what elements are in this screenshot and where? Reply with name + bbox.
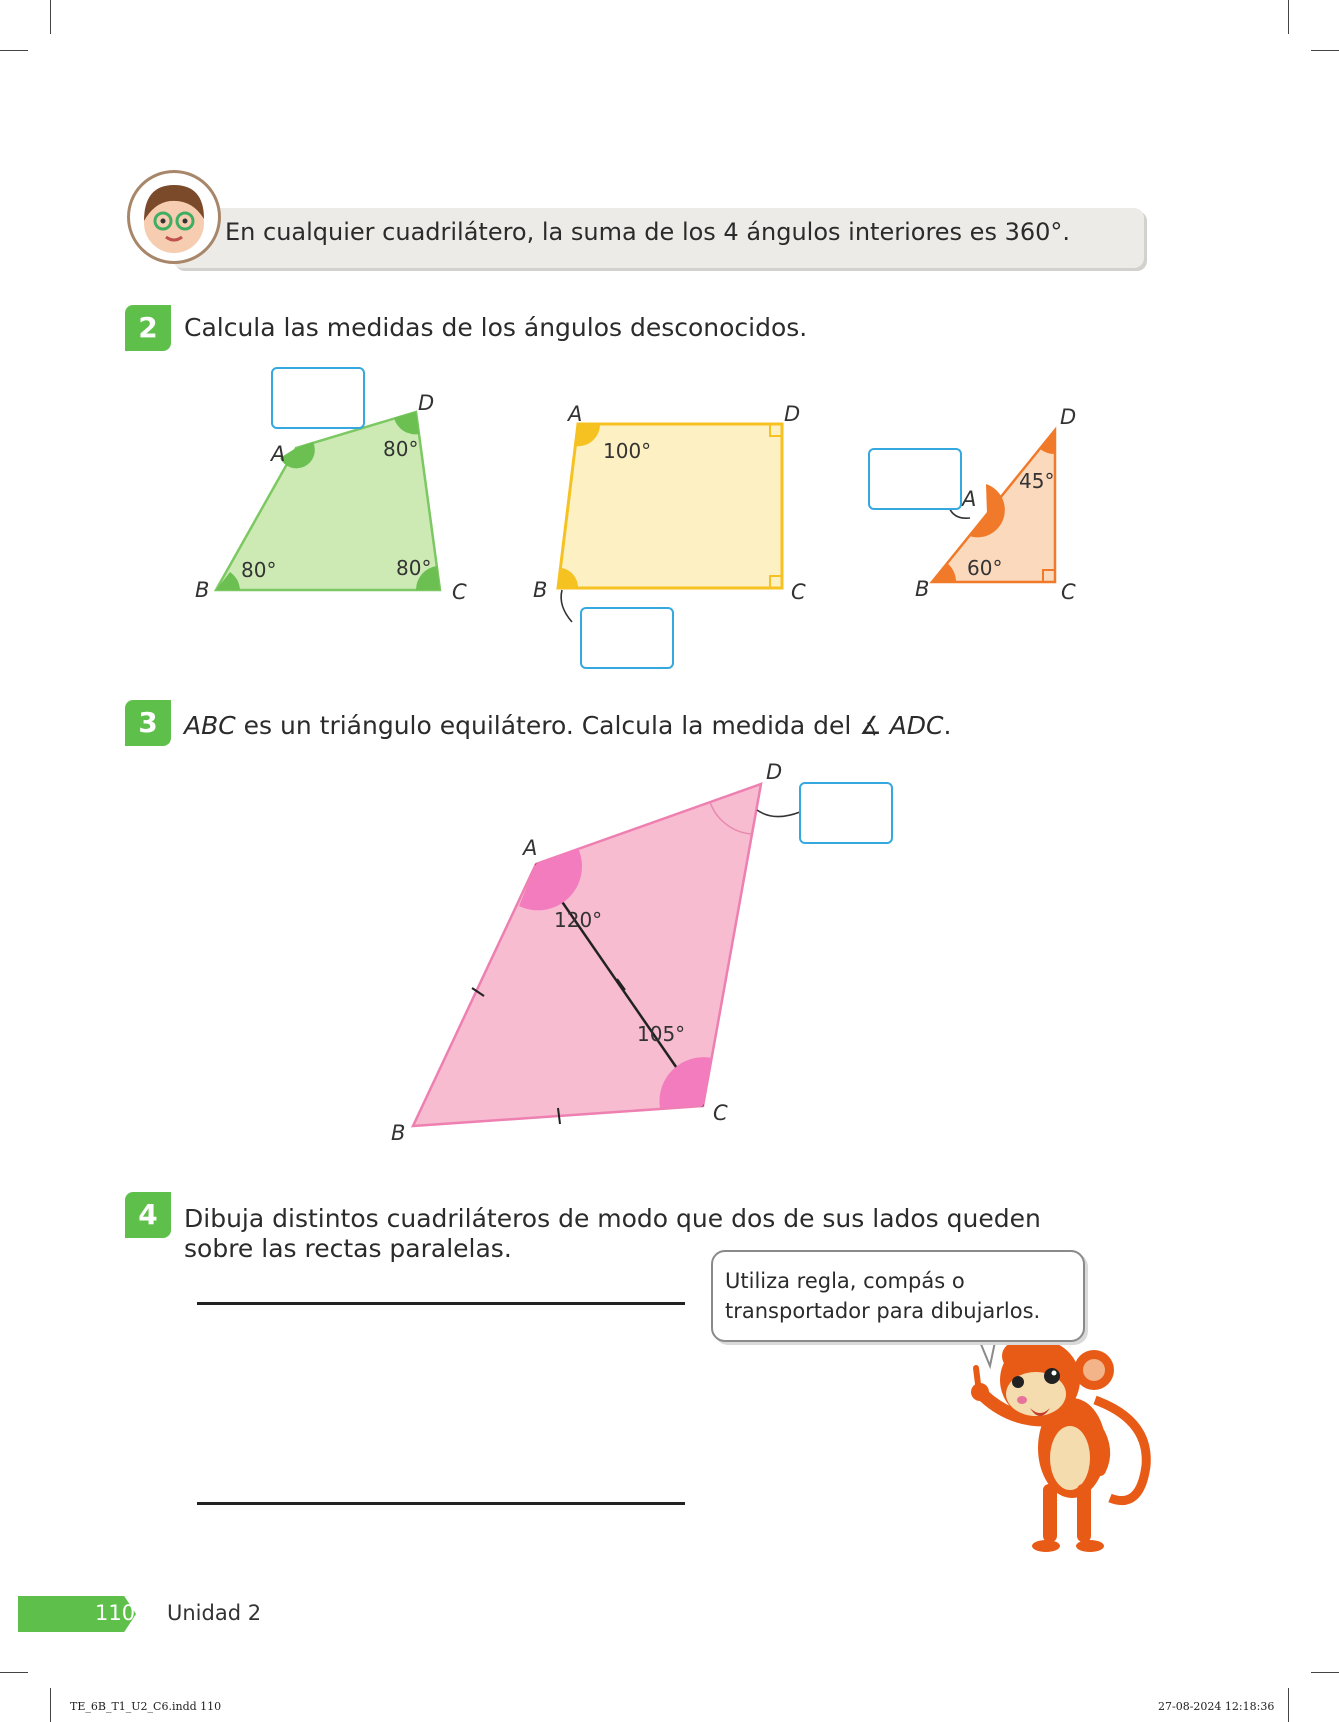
fig-q3-angle-a: 120° (554, 908, 603, 932)
question-number-4: 4 (125, 1192, 171, 1238)
question-4-line2: sobre las rectas paralelas. (184, 1234, 512, 1263)
question-number-2: 2 (125, 305, 171, 351)
fig-q3-label-b: B (391, 1121, 406, 1145)
fig2-label-b: B (533, 578, 548, 602)
answer-box-fig3-a[interactable] (868, 448, 962, 510)
fig3-label-a: A (962, 487, 977, 511)
fig-q3-label-d: D (766, 760, 783, 784)
page-number: 110 (95, 1601, 136, 1625)
fig3-label-d: D (1060, 405, 1077, 429)
fig3-angle-d: 45° (1019, 469, 1055, 493)
answer-box-fig1-a[interactable] (271, 367, 365, 429)
angle-arc-d3 (1040, 430, 1055, 454)
parallel-line-top (197, 1302, 685, 1305)
fig2-label-d: D (784, 402, 801, 426)
fig2-label-c: C (791, 580, 806, 604)
question-4-line1: Dibuja distintos cuadriláteros de modo que dos de sus lados queden (184, 1204, 1041, 1233)
fig3-label-c: C (1061, 580, 1076, 604)
fig1-label-b: B (195, 578, 210, 602)
q3-main: es un triángulo equilátero. Calcula la medida del (235, 711, 860, 740)
yellow-trapezoid (558, 424, 782, 588)
answer-box-fig2-b[interactable] (580, 607, 674, 669)
fig2-angle-a: 100° (603, 439, 652, 463)
fig1-angle-d: 80° (383, 437, 419, 461)
question-number-3: 3 (125, 700, 171, 746)
q3-abc: ABC (184, 711, 236, 740)
tip-text: En cualquier cuadrilátero, la suma de los 4 ángulos interiores es 360°. (225, 218, 1071, 246)
fig3-label-b: B (915, 577, 930, 601)
bubble-text (725, 1266, 1040, 1326)
q3-adc: ADC (889, 711, 944, 740)
q3-end: . (943, 711, 952, 740)
fig1-label-c: C (452, 580, 467, 604)
slug-file: TE_6B_T1_U2_C6.indd 110 (70, 1700, 222, 1713)
fig-q3-label-a: A (523, 836, 538, 860)
question-3-text (184, 711, 951, 740)
fig1-angle-c: 80° (396, 556, 432, 580)
fig3-angle-b: 60° (967, 556, 1003, 580)
fig-q3-label-c: C (713, 1101, 728, 1125)
monkey-mascot (971, 1340, 1146, 1552)
fig1-angle-b: 80° (241, 558, 277, 582)
fig2-label-a: A (568, 402, 583, 426)
fig1-label-a: A (271, 442, 286, 466)
fig1-label-d: D (418, 391, 435, 415)
unit-label: Unidad 2 (167, 1601, 262, 1625)
question-2-text: Calcula las medidas de los ángulos desconocidos. (184, 313, 808, 342)
pointer-line-d (757, 810, 800, 817)
fig-q3-angle-c: 105° (637, 1022, 686, 1046)
answer-box-q3-d[interactable] (799, 782, 893, 844)
bubble-line2: transportador para dibujarlos. (725, 1299, 1041, 1323)
angle-symbol: ∡ (859, 711, 882, 740)
slug-timestamp: 27-08-2024 12:18:36 (1158, 1700, 1275, 1713)
bubble-line1: Utiliza regla, compás o (725, 1269, 965, 1293)
speech-bubble (711, 1250, 1085, 1342)
pointer-line-b2 (561, 590, 572, 622)
parallel-line-bottom (197, 1502, 685, 1505)
